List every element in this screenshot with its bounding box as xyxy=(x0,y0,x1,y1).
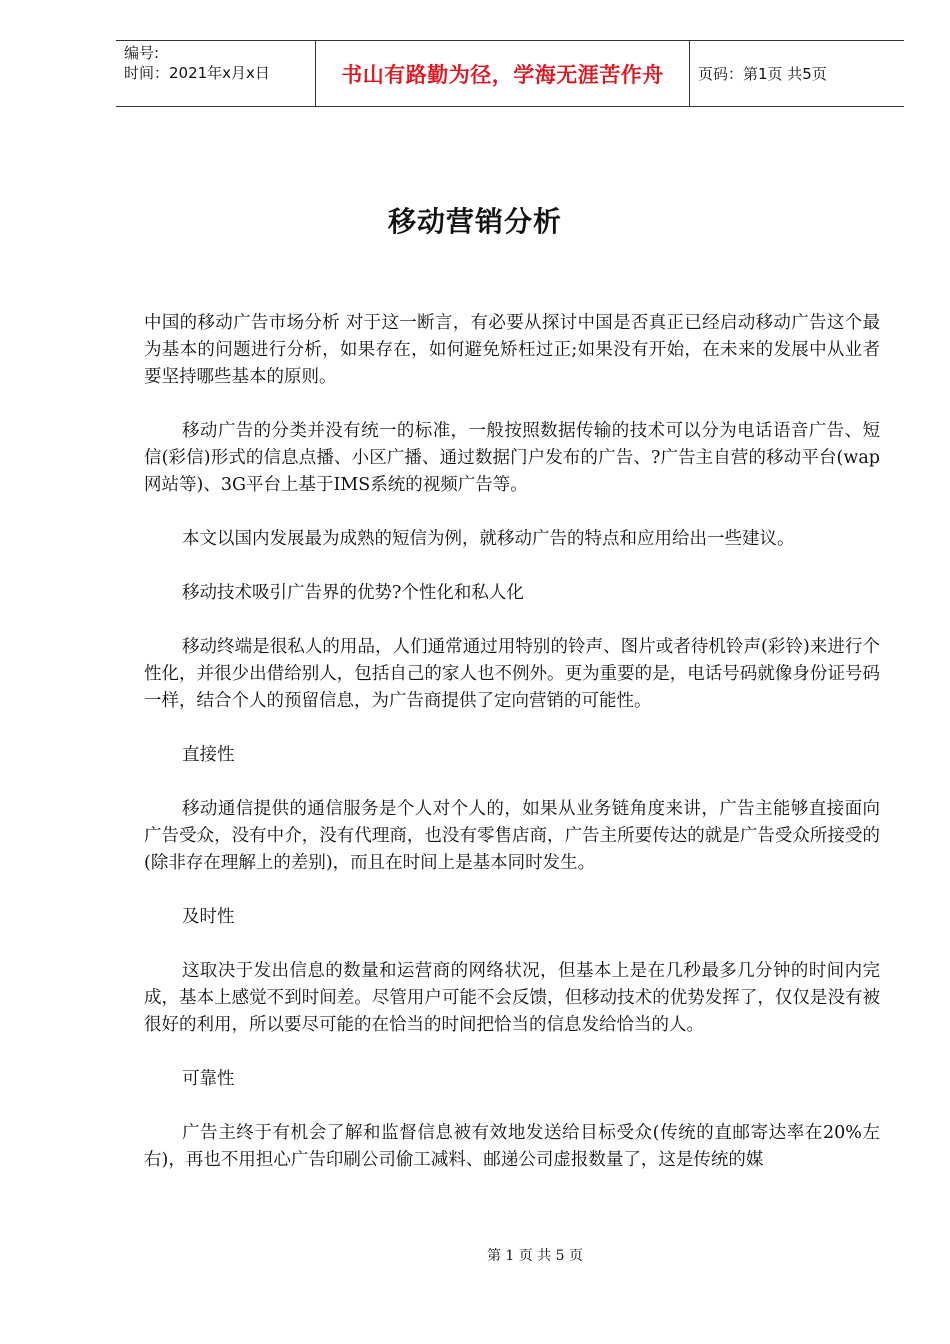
paragraph: 中国的移动广告市场分析 对于这一断言，有必要从探讨中国是否真正已经启动移动广告这个最为基本的问题进行分析，如果存在，如何避免矫枉过正;如果没有开始，在未来的发展中从业者要坚持哪些基本的原则。 xyxy=(144,313,880,387)
section-heading: 直接性 xyxy=(182,745,235,765)
header-meta xyxy=(116,41,316,106)
paragraph: 这取决于发出信息的数量和运营商的网络状况，但基本上是在几秒最多几分钟的时间内完成，基本上感觉不到时间差。尽管用户可能不会反馈，但移动技术的优势发挥了，仅仅是没有被很好的利用，所以要尽可能的在恰当的时间把恰当的信息发给恰当的人。 xyxy=(144,961,880,1035)
document-time-label: 时间：2021年x月x日 xyxy=(124,64,270,82)
header-motto: 书山有路勤为径，学海无涯苦作舟 xyxy=(316,41,690,106)
header-page-number: 页码：第1页 共5页 xyxy=(698,65,827,83)
paragraph: 本文以国内发展最为成熟的短信为例，就移动广告的特点和应用给出一些建议。 xyxy=(182,529,795,549)
section-heading: 可靠性 xyxy=(182,1069,235,1089)
document-title: 移动营销分析 xyxy=(387,205,562,238)
section-heading: 及时性 xyxy=(182,907,235,927)
paragraph: 广告主终于有机会了解和监督信息被有效地发送给目标受众(传统的直邮寄达率在20%左右)，再也不用担心广告印刷公司偷工减料、邮递公司虚报数量了，这是传统的媒 xyxy=(144,1123,880,1170)
paragraph: 移动终端是很私人的用品，人们通常通过用特别的铃声、图片或者待机铃声(彩铃)来进行个性化，并很少出借给别人，包括自己的家人也不例外。更为重要的是，电话号码就像身份证号码一样，结合个人的预留信息，为广告商提供了定向营销的可能性。 xyxy=(144,637,880,711)
document-body xyxy=(144,310,880,1201)
section-heading: 移动技术吸引广告界的优势?个性化和私人化 xyxy=(182,583,524,603)
page-footer: 第 1 页 共 5 页 xyxy=(486,1248,584,1264)
paragraph: 移动通信提供的通信服务是个人对个人的，如果从业务链角度来讲，广告主能够直接面向广告受众，没有中介，没有代理商，也没有零售店商，广告主所要传达的就是广告受众所接受的(除非存在理解上的差别)，而且在时间上是基本同时发生。 xyxy=(144,799,880,873)
document-number-label: 编号: xyxy=(124,44,160,62)
page-header xyxy=(116,40,904,107)
paragraph: 移动广告的分类并没有统一的标准，一般按照数据传输的技术可以分为电话语音广告、短信(彩信)形式的信息点播、小区广播、通过数据门户发布的广告、?广告主自营的移动平台(wap网站等)、3G平台上基于IMS系统的视频广告等。 xyxy=(144,421,880,495)
